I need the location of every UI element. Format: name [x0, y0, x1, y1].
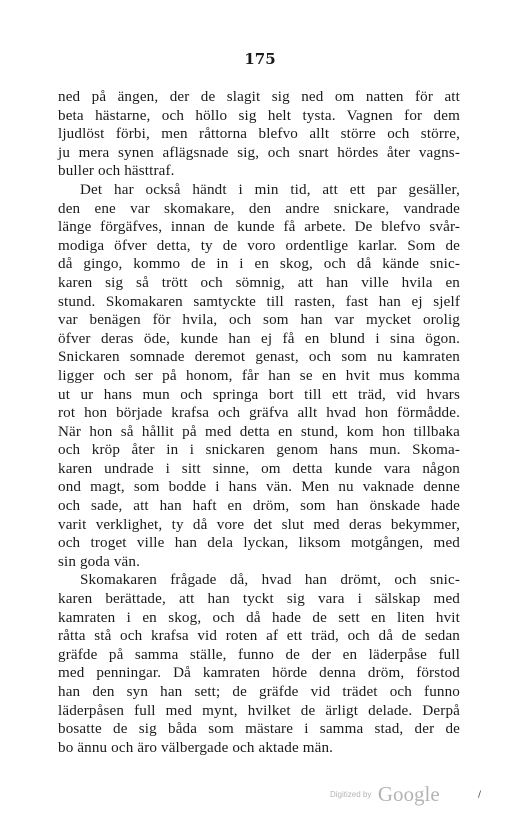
text-line: modiga öfver detta, ty de voro ordentlige karlar. Som de	[58, 237, 460, 254]
text-line: karen berättade, att han tyckt sig vara i sälskap med	[58, 591, 460, 608]
text-line: ligger och ser på honom, får han se en hvit mus komma	[58, 367, 460, 384]
text-line: och sade, att han haft en dröm, som han önskade hade	[58, 498, 460, 515]
text-line: då gingo, kommo de in i en skog, och då kände snic-	[58, 256, 460, 273]
text-line: rot hon började krafsa och gräfva allt hvad hon förmådde.	[58, 405, 460, 422]
text-line: med penningar. Då kamraten hörde denna dröm, förstod	[58, 665, 460, 682]
text-line: Snickaren somnade deremot genast, och som nu kamraten	[58, 349, 460, 366]
text-line: beta hästarne, och höllo sig helt tysta. Vagnen for dem	[58, 107, 460, 124]
text-line: buller och hästtraf.	[58, 163, 175, 180]
margin-mark: /	[478, 790, 482, 800]
text-line: och kröp åter in i snickaren genom hans mun. Skoma-	[58, 442, 460, 459]
text-line: öfver deras öde, kunde han ej få en blund i sina ögon.	[58, 330, 460, 347]
google-logo: Google	[377, 782, 440, 806]
text-line: stund. Skomakaren samtyckte till rasten, fast han ej sjelf	[58, 293, 460, 310]
text-line: karen sig så trött och sömnig, att han ville hvila en	[58, 274, 460, 291]
text-line: läderpåsen full med mynt, hvilket de ärligt delade. Derpå	[58, 702, 460, 719]
text-line: karen undrade i sitt sinne, om detta kunde vara någon	[58, 460, 460, 477]
text-line: ljudlöst förbi, men råttorna blefvo allt större och större,	[58, 126, 460, 143]
text-line: ned på ängen, der de slagit sig ned om natten för att	[58, 89, 460, 105]
text-line: ju mera synen aflägsnade sig, och snart hördes åter vagns-	[58, 144, 460, 161]
text-line: sin goda vän.	[58, 553, 141, 570]
text-line: och troget ville han dela lyckan, liksom motgången, med	[58, 535, 460, 552]
digitized-watermark	[330, 782, 440, 807]
text-line: bosatte de sig båda som mästare i samma stad, der de	[58, 721, 460, 738]
text-line: var benägen för hvila, och som han var mycket orolig	[58, 312, 460, 329]
body-text	[58, 88, 460, 757]
text-line: råtta stå och krafsa vid roten af ett träd, och då de sedan	[58, 628, 460, 645]
text-line: bo ännu och äro välbergade och aktade män.	[58, 739, 334, 756]
text-line: ut ur hans mun och springa bort till ett träd, vid hvars	[58, 386, 460, 403]
text-line: gräfde på samma ställe, funno de der en läderpåse full	[58, 646, 460, 663]
text-line: den ene var skomakare, den andre snickare, vandrade	[58, 200, 460, 217]
text-line: ond magt, som bodde i hans vän. Men nu vaknade denne	[58, 479, 460, 496]
text-line: länge förgäfves, innan de kunde få arbete. De blefvo svår-	[58, 219, 460, 236]
text-line: han den syn han sett; de gräfde vid trädet och funno	[58, 684, 460, 700]
text-line: Det har också händt i min tid, att ett par gesäller,	[80, 181, 460, 198]
text-line: När hon så hållit på med detta en stund, kom hon tillbaka	[58, 423, 460, 440]
text-line: kamraten i en skog, och då hade de sett en liten hvit	[58, 609, 460, 626]
digitized-label: Digitized by	[330, 790, 372, 799]
text-line: Skomakaren frågade då, hvad han drömt, och snic-	[80, 572, 460, 589]
text-line: varit verklighet, ty då vore det slut med deras bekymmer,	[58, 516, 460, 533]
page-number: 175	[244, 50, 276, 68]
